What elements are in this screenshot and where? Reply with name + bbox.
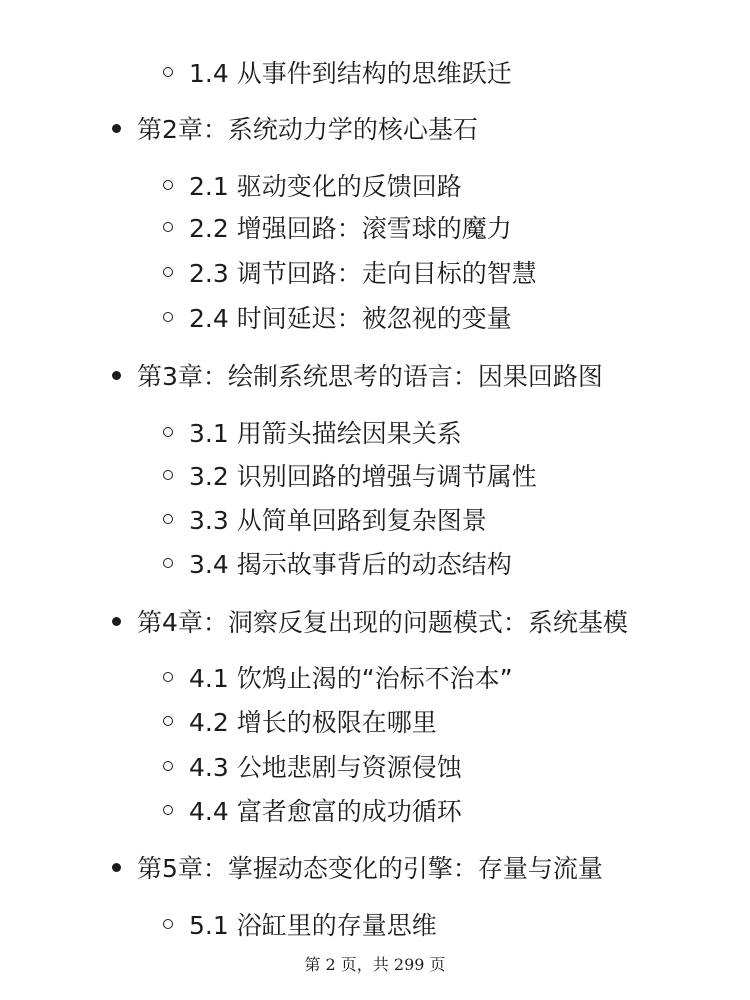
circle-bullet-icon [163,222,173,232]
toc-section-label: 4.1 饮鸩止渴的“治标不治本” [189,664,513,693]
toc-section-label: 4.3 公地悲剧与资源侵蚀 [189,753,462,782]
toc-section-item[interactable] [163,52,512,92]
toc-section-label: 3.1 用箭头描绘因果关系 [189,419,462,448]
toc-section-label: 4.4 富者愈富的成功循环 [189,797,462,826]
toc-section-item[interactable] [163,746,462,786]
toc-section-label: 2.3 调节回路：走向目标的智慧 [189,259,537,288]
toc-section-label: 3.3 从简单回路到复杂图景 [189,506,487,535]
circle-bullet-icon [163,470,173,480]
page-number-footer: 第 2 页，共 299 页 [304,955,446,974]
toc-chapter-label: 第5章：掌握动态变化的引擎：存量与流量 [137,854,603,883]
toc-section-item[interactable] [163,455,537,495]
toc-section-item[interactable] [163,657,513,697]
circle-bullet-icon [163,716,173,726]
toc-section-label: 3.2 识别回路的增强与调节属性 [189,462,537,491]
toc-section-item[interactable] [163,412,462,452]
circle-bullet-icon [163,427,173,437]
circle-bullet-icon [163,672,173,682]
disc-bullet-icon [112,863,121,872]
toc-chapter-label: 第2章：系统动力学的核心基石 [137,115,478,144]
toc-section-label: 2.2 增强回路：滚雪球的魔力 [189,214,512,243]
toc-section-label: 2.1 驱动变化的反馈回路 [189,172,462,201]
toc-section-item[interactable] [163,904,437,944]
circle-bullet-icon [163,558,173,568]
toc-section-item[interactable] [163,499,487,539]
toc-chapter-label: 第3章：绘制系统思考的语言：因果回路图 [137,362,603,391]
toc-section-label: 4.2 增长的极限在哪里 [189,708,437,737]
toc-section-item[interactable] [163,252,537,292]
toc-chapter-item[interactable] [112,847,603,887]
toc-section-item[interactable] [163,207,512,247]
toc-section-item[interactable] [163,543,512,583]
circle-bullet-icon [163,312,173,322]
toc-chapter-item[interactable] [112,108,478,148]
circle-bullet-icon [163,67,173,77]
toc-section-label: 3.4 揭示故事背后的动态结构 [189,550,512,579]
disc-bullet-icon [112,371,121,380]
toc-chapter-label: 第4章：洞察反复出现的问题模式：系统基模 [137,608,628,637]
circle-bullet-icon [163,805,173,815]
disc-bullet-icon [112,124,121,133]
toc-section-item[interactable] [163,165,462,205]
circle-bullet-icon [163,761,173,771]
toc-chapter-item[interactable] [112,601,628,641]
circle-bullet-icon [163,514,173,524]
toc-section-item[interactable] [163,297,512,337]
toc-section-label: 2.4 时间延迟：被忽视的变量 [189,304,512,333]
toc-chapter-item[interactable] [112,355,603,395]
toc-section-label: 1.4 从事件到结构的思维跃迁 [189,59,512,88]
circle-bullet-icon [163,919,173,929]
toc-section-item[interactable] [163,790,462,830]
disc-bullet-icon [112,617,121,626]
toc-section-item[interactable] [163,701,437,741]
circle-bullet-icon [163,267,173,277]
circle-bullet-icon [163,180,173,190]
toc-section-label: 5.1 浴缸里的存量思维 [189,911,437,940]
